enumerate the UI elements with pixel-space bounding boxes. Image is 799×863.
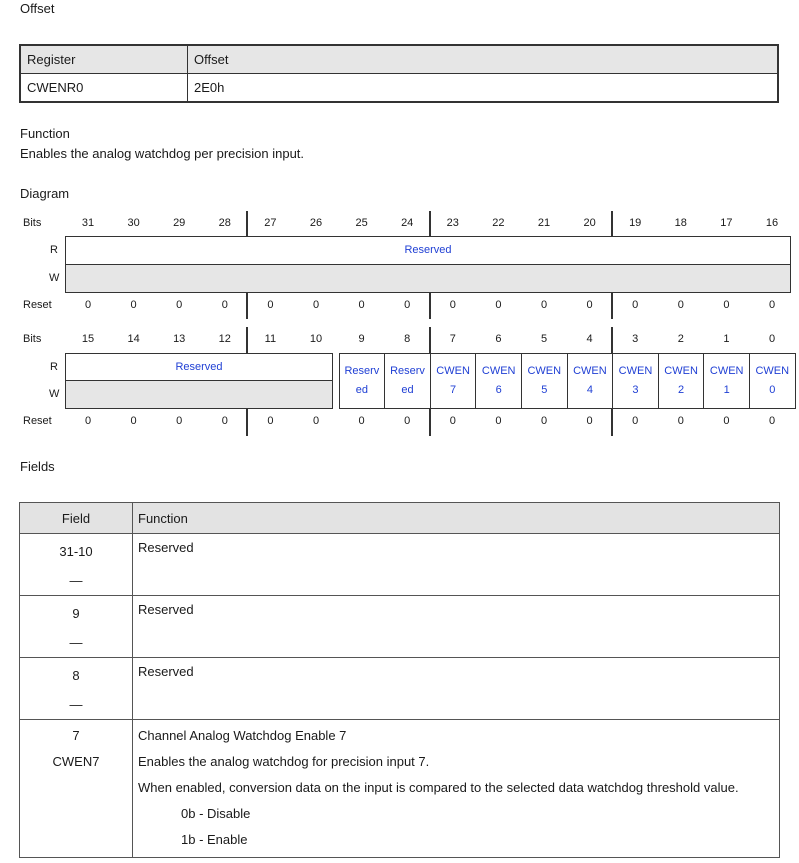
- bits-label-upper: Bits: [23, 217, 42, 229]
- reset-value: 0: [221, 415, 228, 427]
- field-function: Reserved: [138, 602, 194, 617]
- reset-value: 0: [449, 415, 456, 427]
- r-label-lower: R: [50, 361, 58, 373]
- upper-w-field: [65, 264, 791, 293]
- reset-value: 0: [495, 299, 502, 311]
- offset-header: Offset: [188, 45, 779, 74]
- bit-number: 18: [674, 217, 687, 229]
- bit-number: 19: [629, 217, 642, 229]
- bit-field-label-suffix: 2: [678, 384, 685, 396]
- nibble-separator: [611, 293, 613, 319]
- bit-field-cell: [658, 353, 705, 409]
- reset-value: 0: [221, 299, 228, 311]
- bit-field-label: Reserv: [344, 365, 380, 377]
- bit-field-label: CWEN: [527, 365, 562, 377]
- reset-value: 0: [404, 299, 411, 311]
- nibble-separator: [611, 211, 613, 237]
- bit-field-label-suffix: 5: [541, 384, 548, 396]
- bit-field-label-suffix: 6: [495, 384, 502, 396]
- bit-number: 25: [355, 217, 368, 229]
- register-value: CWENR0: [20, 74, 188, 103]
- bit-number: 8: [404, 333, 411, 345]
- w-label-lower: W: [49, 388, 60, 400]
- fields-heading: Fields: [20, 459, 55, 474]
- reset-value: 0: [404, 415, 411, 427]
- lower-w-reserved-field: [65, 380, 333, 409]
- reset-value: 0: [267, 299, 274, 311]
- nibble-separator: [429, 211, 431, 237]
- bit-field-cell: [567, 353, 614, 409]
- offset-value: 2E0h: [188, 74, 779, 103]
- field-name: —: [69, 697, 83, 712]
- nibble-separator: [246, 211, 248, 237]
- reset-value: 0: [84, 415, 92, 427]
- field-name: CWEN7: [52, 754, 100, 769]
- field-value-disable: 0b - Disable: [181, 806, 251, 821]
- field-column-header: Field: [20, 503, 133, 534]
- bit-field-label-suffix: 0: [769, 384, 776, 396]
- bit-number: 15: [81, 333, 95, 345]
- reset-value: 0: [540, 415, 548, 427]
- bit-number: 0: [768, 333, 776, 345]
- bit-field-label: Reserv: [390, 365, 425, 377]
- bit-field-label: CWEN: [755, 365, 790, 377]
- field-bits: 9: [72, 606, 80, 621]
- field-bits: 31-10: [59, 544, 93, 559]
- bit-number: 26: [309, 217, 323, 229]
- bit-number: 30: [127, 217, 140, 229]
- bit-number: 3: [632, 333, 639, 345]
- field-name: —: [69, 573, 83, 588]
- bit-field-cell: [475, 353, 522, 409]
- bit-field-label: CWEN: [618, 365, 653, 377]
- r-label-upper: R: [50, 244, 58, 256]
- upper-reserved-label: Reserved: [404, 244, 452, 256]
- reset-value: 0: [449, 299, 456, 311]
- bit-number: 4: [586, 333, 593, 345]
- reset-label-upper: Reset: [23, 299, 52, 311]
- reset-value: 0: [677, 299, 684, 311]
- nibble-separator: [429, 327, 431, 353]
- reset-value: 0: [130, 415, 137, 427]
- reset-value: 0: [586, 415, 593, 427]
- field-value-enable: 1b - Enable: [181, 832, 248, 847]
- bit-field-cell: [384, 353, 431, 409]
- reset-value: 0: [358, 415, 365, 427]
- register-offset-table: [19, 44, 779, 103]
- function-column-header: Function: [133, 503, 780, 534]
- bit-field-cell: [339, 353, 386, 409]
- bit-field-cell: [749, 353, 796, 409]
- bit-number: 11: [264, 333, 277, 345]
- bit-field-label: CWEN: [481, 365, 516, 377]
- lower-r-reserved-field: [65, 353, 333, 381]
- bit-number: 21: [537, 217, 551, 229]
- table-row: [20, 534, 780, 596]
- upper-r-field: [65, 236, 791, 265]
- bit-number: 5: [540, 333, 548, 345]
- reset-value: 0: [130, 299, 137, 311]
- bit-field-label: CWEN: [436, 365, 470, 377]
- nibble-separator: [246, 327, 248, 353]
- table-row: [20, 720, 780, 858]
- reset-value: 0: [312, 299, 320, 311]
- function-description: Enables the analog watchdog per precision input.: [20, 146, 305, 161]
- field-function-desc: Enables the analog watchdog for precision input 7.: [138, 754, 430, 769]
- register-header: Register: [20, 45, 188, 74]
- reset-value: 0: [677, 415, 684, 427]
- bit-field-label-suffix: ed: [355, 384, 369, 396]
- table-row: [20, 596, 780, 658]
- bit-number: 9: [358, 333, 365, 345]
- reset-value: 0: [176, 299, 183, 311]
- bit-field-label: CWEN: [573, 365, 607, 377]
- reset-value: 0: [176, 415, 183, 427]
- reset-value: 0: [768, 299, 776, 311]
- bit-field-cell: [703, 353, 750, 409]
- bit-number: 13: [173, 333, 186, 345]
- offset-heading: Offset: [20, 1, 55, 16]
- nibble-separator: [246, 409, 248, 436]
- bit-number: 16: [765, 217, 779, 229]
- nibble-separator: [246, 293, 248, 319]
- nibble-separator: [611, 327, 613, 353]
- reset-value: 0: [267, 415, 274, 427]
- bits-label-lower: Bits: [23, 333, 42, 345]
- function-heading: Function: [20, 126, 70, 141]
- field-function-detail: When enabled, conversion data on the input is compared to the selected data watchdog threshold value.: [138, 780, 739, 795]
- nibble-separator: [611, 409, 613, 436]
- field-bits: 8: [72, 668, 80, 683]
- reset-value: 0: [632, 299, 639, 311]
- nibble-separator: [429, 409, 431, 436]
- bit-number: 10: [309, 333, 323, 345]
- reset-value: 0: [632, 415, 639, 427]
- field-bits: 7: [72, 728, 80, 743]
- bit-number: 20: [583, 217, 596, 229]
- bit-field-label-suffix: 7: [450, 384, 457, 396]
- field-function-title: Channel Analog Watchdog Enable 7: [138, 728, 347, 743]
- reset-value: 0: [723, 299, 730, 311]
- nibble-separator: [429, 293, 431, 319]
- bit-field-cell: [521, 353, 568, 409]
- bit-number: 24: [401, 217, 414, 229]
- reset-label-lower: Reset: [23, 415, 52, 427]
- bit-field-label: CWEN: [664, 365, 698, 377]
- reset-value: 0: [586, 299, 593, 311]
- bit-number: 7: [449, 333, 456, 345]
- reset-value: 0: [312, 415, 320, 427]
- bit-field-cell: [430, 353, 477, 409]
- reset-value: 0: [768, 415, 776, 427]
- diagram-heading: Diagram: [20, 186, 70, 201]
- bit-number: 6: [495, 333, 502, 345]
- bit-number: 31: [81, 217, 95, 229]
- bit-number: 12: [218, 333, 231, 345]
- field-function: Reserved: [138, 664, 194, 679]
- fields-table: [19, 502, 780, 858]
- bit-number: 27: [264, 217, 277, 229]
- bit-number: 1: [723, 333, 730, 345]
- bit-number: 23: [446, 217, 459, 229]
- bit-number: 17: [720, 217, 733, 229]
- lower-reserved-label: Reserved: [175, 361, 223, 373]
- bit-field-label-suffix: 3: [632, 384, 639, 396]
- reset-value: 0: [84, 299, 92, 311]
- reset-value: 0: [540, 299, 548, 311]
- w-label-upper: W: [49, 272, 60, 284]
- bit-field-cell: [612, 353, 659, 409]
- table-row: [20, 658, 780, 720]
- bit-field-label: CWEN: [709, 365, 744, 377]
- bit-number: 28: [218, 217, 231, 229]
- bit-number: 29: [173, 217, 186, 229]
- bit-field-label-suffix: ed: [401, 384, 414, 396]
- field-function: Reserved: [138, 540, 194, 555]
- bit-number: 22: [492, 217, 505, 229]
- reset-value: 0: [723, 415, 730, 427]
- bit-number: 2: [677, 333, 684, 345]
- field-name: —: [69, 635, 83, 650]
- reset-value: 0: [358, 299, 365, 311]
- bit-field-label-suffix: 4: [586, 384, 593, 396]
- bit-number: 14: [127, 333, 140, 345]
- bit-field-label-suffix: 1: [723, 384, 730, 396]
- reset-value: 0: [495, 415, 502, 427]
